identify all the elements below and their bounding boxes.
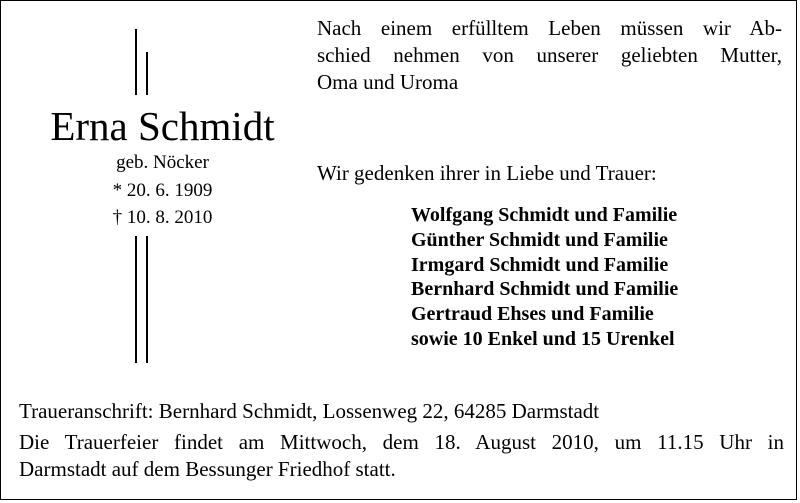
address-text: Traueranschrift: Bernhard Schmidt, Lossenweg 22, 64285 Darmstadt — [19, 399, 600, 423]
intro-line: Nach einem erfülltem Leben müssen wir Ab- — [317, 16, 782, 40]
intro-line: Oma und Uroma — [317, 70, 459, 94]
deceased-name: Erna Schmidt — [50, 103, 275, 149]
mourner-entry: Gertraud Ehses und Familie — [411, 303, 654, 326]
mourner-entry: Wolfgang Schmidt und Familie — [411, 204, 678, 226]
ceremony-info — [19, 429, 784, 483]
cross-line-lower-left — [135, 236, 137, 363]
mourner-entry: Irmgard Schmidt und Familie — [411, 253, 669, 276]
remembrance-text: Wir gedenken ihrer in Liebe und Trauer: — [317, 161, 657, 185]
mourners-list — [411, 203, 678, 352]
mourner-entry: Günther Schmidt und Familie — [411, 228, 668, 251]
intro-text — [317, 15, 782, 96]
ceremony-line: Die Trauerfeier findet am Mittwoch, dem 18. August 2010, um 11.15 Uhr in — [19, 430, 784, 454]
death-date: † 10. 8. 2010 — [112, 207, 213, 228]
maiden-name: geb. Nöcker — [116, 152, 209, 173]
cross-line-lower-right — [146, 236, 148, 363]
mourning-address — [19, 398, 784, 425]
mourner-entry: sowie 10 Enkel und 15 Urenkel — [411, 327, 675, 350]
cross-line-upper-left — [135, 29, 137, 95]
intro-line: schied nehmen von unserer geliebten Mutter, — [317, 43, 782, 67]
mourner-entry: Bernhard Schmidt und Familie — [411, 278, 679, 301]
cross-line-upper-right — [146, 52, 148, 95]
birth-date: * 20. 6. 1909 — [112, 180, 213, 201]
ceremony-line: Darmstadt auf dem Bessunger Friedhof statt. — [19, 457, 396, 481]
